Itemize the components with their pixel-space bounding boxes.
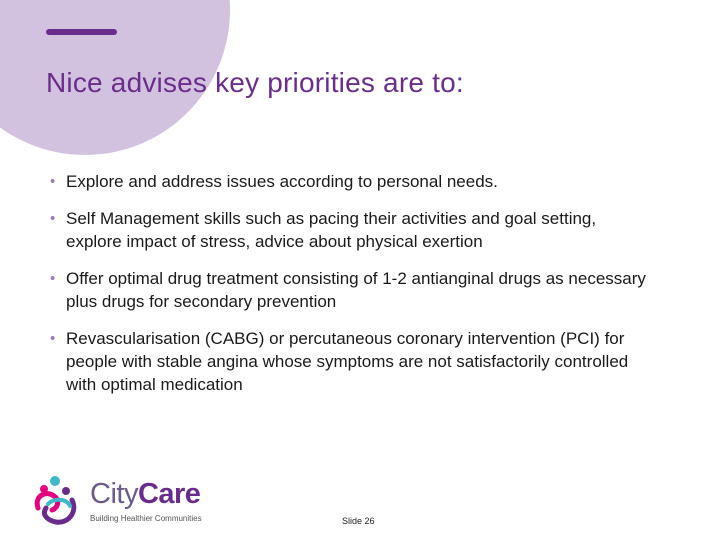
logo-tagline: Building Healthier Communities xyxy=(90,514,202,523)
bullet-text: Revascularisation (CABG) or percutaneous coronary intervention (PCI) for people with stable angina whose symptoms are not satisfactorily controlled with optimal medication xyxy=(66,329,629,394)
bullet-text: Offer optimal drug treatment consisting of 1-2 antianginal drugs as necessary plus drugs for secondary prevention xyxy=(66,269,646,311)
title-accent-bar xyxy=(46,29,117,35)
slide-title: Nice advises key priorities are to: xyxy=(46,67,464,98)
bullet-list xyxy=(46,170,656,410)
slide-number: Slide 26 xyxy=(342,516,375,526)
citycare-logo xyxy=(28,474,208,530)
bullet-text: Self Management skills such as pacing their activities and goal setting, explore impact of stress, advice about physical exertion xyxy=(66,209,597,251)
bullet-dot-icon: • xyxy=(50,173,56,190)
bullet-item xyxy=(46,327,656,396)
bullet-dot-icon: • xyxy=(50,330,56,347)
bullet-item xyxy=(46,267,656,313)
bullet-item xyxy=(46,207,656,253)
logo-word-city: City xyxy=(90,478,138,510)
logo-word-care: Care xyxy=(137,478,201,510)
bullet-text: Explore and address issues according to personal needs. xyxy=(66,172,498,191)
bullet-item xyxy=(46,170,656,193)
logo-wordmark xyxy=(90,480,200,509)
bullet-dot-icon: • xyxy=(50,270,56,287)
bullet-dot-icon: • xyxy=(50,210,56,227)
citycare-people-logo-icon xyxy=(28,474,84,530)
